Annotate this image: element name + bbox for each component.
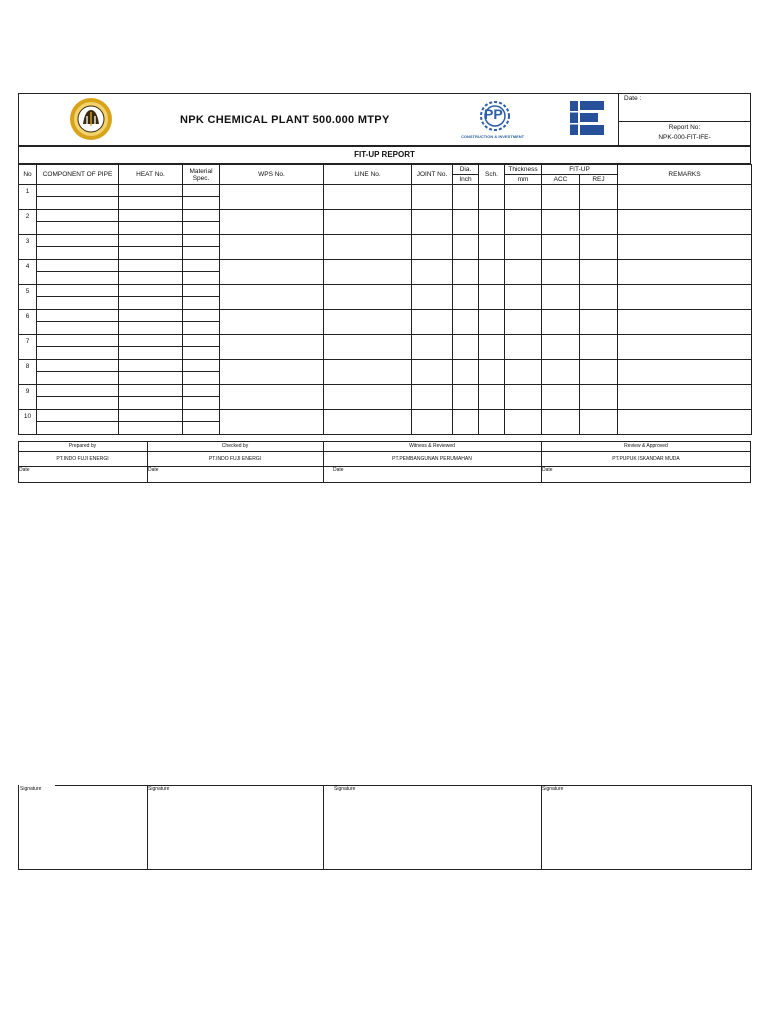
rej-cell[interactable] — [580, 185, 618, 210]
material-cell[interactable] — [183, 385, 220, 397]
col-heat: HEAT No. — [119, 165, 183, 185]
component-cell[interactable] — [37, 410, 119, 422]
dia-cell[interactable] — [453, 410, 479, 435]
acc-cell[interactable] — [542, 285, 580, 310]
remarks-cell[interactable] — [618, 285, 752, 310]
table-row — [19, 360, 752, 366]
table-row — [19, 410, 752, 416]
rej-cell[interactable] — [580, 285, 618, 310]
heat-cell[interactable] — [119, 185, 183, 197]
component-cell[interactable] — [37, 385, 119, 397]
col-component: COMPONENT OF PIPE — [37, 165, 119, 185]
table-row — [19, 260, 752, 266]
thickness-cell[interactable] — [505, 310, 542, 335]
acc-cell[interactable] — [542, 360, 580, 385]
row-number: 2 — [19, 210, 37, 235]
remarks-cell[interactable] — [618, 410, 752, 435]
row-number: 4 — [19, 260, 37, 285]
sch-cell[interactable] — [479, 285, 505, 310]
material-cell[interactable] — [183, 260, 220, 272]
dia-cell[interactable] — [453, 385, 479, 410]
wps-cell[interactable] — [220, 385, 324, 410]
dia-cell[interactable] — [453, 185, 479, 210]
rej-cell[interactable] — [580, 235, 618, 260]
col-line: LINE No. — [324, 165, 412, 185]
heat-cell[interactable] — [119, 285, 183, 297]
acc-cell[interactable] — [542, 185, 580, 210]
report-no-label: Report No: — [668, 124, 701, 131]
heat-cell[interactable] — [119, 197, 183, 210]
signature-label-2: Signature — [148, 786, 170, 792]
wps-cell[interactable] — [220, 335, 324, 360]
joint-cell[interactable] — [412, 185, 453, 210]
joint-cell[interactable] — [412, 285, 453, 310]
rej-cell[interactable] — [580, 310, 618, 335]
acc-cell[interactable] — [542, 410, 580, 435]
material-cell[interactable] — [183, 285, 220, 297]
col-no: No — [19, 165, 37, 185]
wps-cell[interactable] — [220, 185, 324, 210]
rej-cell[interactable] — [580, 360, 618, 385]
pp-caption: CONSTRUCTION & INVESTMENT — [461, 134, 525, 139]
joint-cell[interactable] — [412, 335, 453, 360]
thickness-cell[interactable] — [505, 260, 542, 285]
dia-cell[interactable] — [453, 285, 479, 310]
row-number: 6 — [19, 310, 37, 335]
ife-logo-icon — [570, 101, 604, 135]
signoff-line-2 — [18, 466, 751, 467]
component-cell[interactable] — [37, 272, 119, 285]
remarks-cell[interactable] — [618, 335, 752, 360]
wps-cell[interactable] — [220, 235, 324, 260]
rej-cell[interactable] — [580, 410, 618, 435]
row-number: 3 — [19, 235, 37, 260]
approved-label: Review & Approved — [624, 443, 668, 449]
table-row — [19, 210, 752, 216]
component-cell[interactable] — [37, 322, 119, 335]
wps-cell[interactable] — [220, 410, 324, 435]
witness-date: Date — [333, 467, 344, 473]
col-remarks: REMARKS — [618, 165, 752, 185]
heat-cell[interactable] — [119, 372, 183, 385]
heat-cell[interactable] — [119, 385, 183, 397]
material-cell[interactable] — [183, 372, 220, 385]
signoff-line-1 — [18, 451, 751, 452]
report-no-value: NPK-000-FIT-IFE- — [658, 134, 711, 141]
thickness-cell[interactable] — [505, 285, 542, 310]
table-row — [19, 285, 752, 291]
col-wps: WPS No. — [220, 165, 324, 185]
heat-cell[interactable] — [119, 347, 183, 360]
line-cell[interactable] — [324, 360, 412, 385]
heat-cell[interactable] — [119, 222, 183, 235]
remarks-cell[interactable] — [618, 310, 752, 335]
acc-cell[interactable] — [542, 385, 580, 410]
component-cell[interactable] — [37, 260, 119, 272]
table-row — [19, 235, 752, 241]
component-cell[interactable] — [37, 235, 119, 247]
wps-cell[interactable] — [220, 210, 324, 235]
signature-label-3: Signature — [334, 786, 356, 792]
company-seal-icon — [66, 96, 116, 142]
line-cell[interactable] — [324, 235, 412, 260]
component-cell[interactable] — [37, 372, 119, 385]
row-number: 7 — [19, 335, 37, 360]
heat-cell[interactable] — [119, 360, 183, 372]
joint-cell[interactable] — [412, 410, 453, 435]
component-cell[interactable] — [37, 197, 119, 210]
line-cell[interactable] — [324, 410, 412, 435]
thickness-cell[interactable] — [505, 185, 542, 210]
material-cell[interactable] — [183, 347, 220, 360]
acc-cell[interactable] — [542, 260, 580, 285]
signature-divider-1 — [147, 785, 148, 869]
material-cell[interactable] — [183, 297, 220, 310]
line-cell[interactable] — [324, 310, 412, 335]
checked-date: Date — [148, 467, 159, 473]
heat-cell[interactable] — [119, 260, 183, 272]
col-thickness: Thickness — [505, 165, 542, 175]
component-cell[interactable] — [37, 247, 119, 260]
sch-cell[interactable] — [479, 185, 505, 210]
material-cell[interactable] — [183, 235, 220, 247]
witness-company: PT.PEMBANGUNAN PERUMAHAN — [392, 456, 472, 462]
heat-cell[interactable] — [119, 335, 183, 347]
line-cell[interactable] — [324, 210, 412, 235]
component-cell[interactable] — [37, 222, 119, 235]
heat-cell[interactable] — [119, 322, 183, 335]
fitup-table — [18, 164, 752, 435]
material-cell[interactable] — [183, 422, 220, 435]
component-cell[interactable] — [37, 297, 119, 310]
dia-cell[interactable] — [453, 310, 479, 335]
signature-divider-2 — [323, 785, 324, 869]
signature-left-edge — [18, 785, 19, 869]
col-dia-unit: Inch — [453, 175, 479, 185]
component-cell[interactable] — [37, 185, 119, 197]
wps-cell[interactable] — [220, 360, 324, 385]
sch-cell[interactable] — [479, 410, 505, 435]
joint-cell[interactable] — [412, 385, 453, 410]
joint-cell[interactable] — [412, 235, 453, 260]
approved-company: PT.PUPUK ISKANDAR MUDA — [612, 456, 680, 462]
signature-bottom-edge — [18, 869, 751, 870]
component-cell[interactable] — [37, 360, 119, 372]
dia-cell[interactable] — [453, 360, 479, 385]
remarks-cell[interactable] — [618, 210, 752, 235]
remarks-cell[interactable] — [618, 235, 752, 260]
approved-date: Date — [542, 467, 553, 473]
col-sch: Sch. — [479, 165, 505, 185]
dia-cell[interactable] — [453, 235, 479, 260]
report-title: FIT-UP REPORT — [354, 150, 415, 159]
thickness-cell[interactable] — [505, 410, 542, 435]
material-cell[interactable] — [183, 272, 220, 285]
rej-cell[interactable] — [580, 260, 618, 285]
line-cell[interactable] — [324, 335, 412, 360]
row-number: 9 — [19, 385, 37, 410]
dia-cell[interactable] — [453, 335, 479, 360]
sch-cell[interactable] — [479, 385, 505, 410]
dia-cell[interactable] — [453, 260, 479, 285]
remarks-cell[interactable] — [618, 260, 752, 285]
sch-cell[interactable] — [479, 235, 505, 260]
heat-cell[interactable] — [119, 272, 183, 285]
remarks-cell[interactable] — [618, 360, 752, 385]
wps-cell[interactable] — [220, 310, 324, 335]
sch-cell[interactable] — [479, 210, 505, 235]
component-cell[interactable] — [37, 210, 119, 222]
acc-cell[interactable] — [542, 210, 580, 235]
material-cell[interactable] — [183, 397, 220, 410]
thickness-cell[interactable] — [505, 335, 542, 360]
material-cell[interactable] — [183, 185, 220, 197]
material-cell[interactable] — [183, 247, 220, 260]
heat-cell[interactable] — [119, 297, 183, 310]
sch-cell[interactable] — [479, 310, 505, 335]
wps-cell[interactable] — [220, 285, 324, 310]
heat-cell[interactable] — [119, 235, 183, 247]
sch-cell[interactable] — [479, 335, 505, 360]
thickness-cell[interactable] — [505, 385, 542, 410]
col-joint: JOINT No. — [412, 165, 453, 185]
row-number: 1 — [19, 185, 37, 210]
row-number: 8 — [19, 360, 37, 385]
rej-cell[interactable] — [580, 335, 618, 360]
remarks-cell[interactable] — [618, 185, 752, 210]
acc-cell[interactable] — [542, 310, 580, 335]
col-acc: ACC — [542, 175, 580, 185]
sch-cell[interactable] — [479, 260, 505, 285]
material-cell[interactable] — [183, 197, 220, 210]
heat-cell[interactable] — [119, 410, 183, 422]
table-row — [19, 310, 752, 316]
signature-label-1: Signature — [20, 786, 42, 792]
acc-cell[interactable] — [542, 335, 580, 360]
prepared-by-label: Prepared by — [68, 443, 97, 449]
thickness-cell[interactable] — [505, 360, 542, 385]
col-dia: Dia. — [453, 165, 479, 175]
material-cell[interactable] — [183, 360, 220, 372]
thickness-cell[interactable] — [505, 210, 542, 235]
line-cell[interactable] — [324, 260, 412, 285]
heat-cell[interactable] — [119, 397, 183, 410]
date-label: Date : — [624, 95, 642, 102]
signature-divider-3 — [541, 785, 542, 869]
joint-cell[interactable] — [412, 310, 453, 335]
checked-by-label: Checked by — [221, 443, 249, 449]
component-cell[interactable] — [37, 347, 119, 360]
joint-cell[interactable] — [412, 210, 453, 235]
table-row — [19, 335, 752, 341]
material-cell[interactable] — [183, 210, 220, 222]
remarks-cell[interactable] — [618, 385, 752, 410]
component-cell[interactable] — [37, 422, 119, 435]
material-cell[interactable] — [183, 222, 220, 235]
component-cell[interactable] — [37, 310, 119, 322]
table-row — [19, 385, 752, 391]
row-number: 10 — [19, 410, 37, 435]
joint-cell[interactable] — [412, 360, 453, 385]
prepared-date: Date — [19, 467, 30, 473]
line-cell[interactable] — [324, 385, 412, 410]
table-row — [19, 185, 752, 191]
col-rej: REJ — [580, 175, 618, 185]
page-title: NPK CHEMICAL PLANT 500.000 MTPY — [180, 114, 390, 126]
joint-cell[interactable] — [412, 260, 453, 285]
header-divider-h — [618, 121, 751, 122]
material-cell[interactable] — [183, 335, 220, 347]
rej-cell[interactable] — [580, 385, 618, 410]
sch-cell[interactable] — [479, 360, 505, 385]
prepared-company: PT.INDO FUJI ENERGI — [56, 456, 109, 462]
component-cell[interactable] — [37, 397, 119, 410]
col-material: Material Spec. — [183, 165, 220, 185]
component-cell[interactable] — [37, 285, 119, 297]
thickness-cell[interactable] — [505, 235, 542, 260]
line-cell[interactable] — [324, 185, 412, 210]
heat-cell[interactable] — [119, 310, 183, 322]
material-cell[interactable] — [183, 322, 220, 335]
signature-label-4: Signature — [542, 786, 564, 792]
witness-label: Witness & Reviewed — [409, 443, 455, 449]
signature-right-edge — [751, 785, 752, 870]
col-fitup: FIT-UP — [542, 165, 618, 175]
heat-cell[interactable] — [119, 422, 183, 435]
wps-cell[interactable] — [220, 260, 324, 285]
row-number: 5 — [19, 285, 37, 310]
rej-cell[interactable] — [580, 210, 618, 235]
material-cell[interactable] — [183, 410, 220, 422]
acc-cell[interactable] — [542, 235, 580, 260]
material-cell[interactable] — [183, 310, 220, 322]
checked-company: PT.INDO FUJI ENERGI — [208, 456, 262, 462]
component-cell[interactable] — [37, 335, 119, 347]
heat-cell[interactable] — [119, 210, 183, 222]
col-thickness-unit: mm — [505, 175, 542, 185]
dia-cell[interactable] — [453, 210, 479, 235]
heat-cell[interactable] — [119, 247, 183, 260]
pp-logo-text: PP — [484, 106, 503, 122]
line-cell[interactable] — [324, 285, 412, 310]
